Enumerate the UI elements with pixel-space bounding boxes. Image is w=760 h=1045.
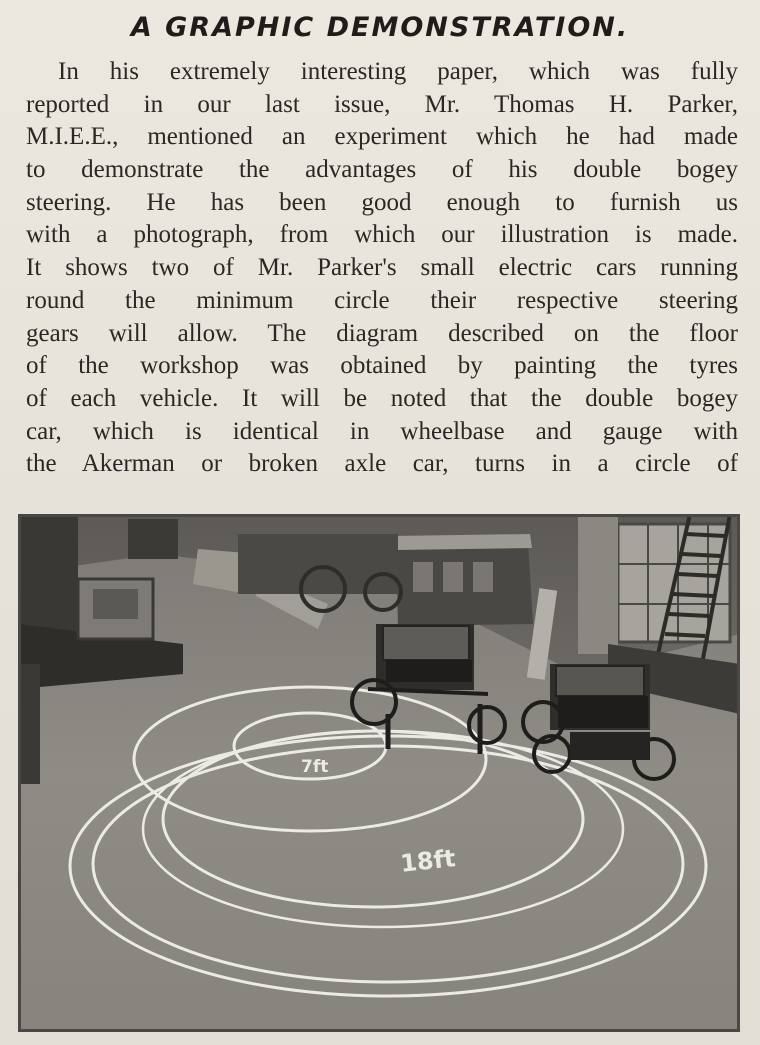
body-line: In his extremely interesting paper, which was fully <box>58 58 738 85</box>
workshop-photograph <box>18 514 740 1032</box>
label-18ft: 18ft <box>398 844 457 878</box>
body-line: of each vehicle. It will be noted that the double bogey <box>26 384 738 412</box>
body-line: with a photograph, from which our illustration is made. <box>26 221 738 249</box>
body-line: reported in our last issue, Mr. Thomas H. Parker, <box>26 90 738 118</box>
body-line: of the workshop was obtained by painting the tyres <box>26 352 738 380</box>
body-line: gears will allow. The diagram described on the floor <box>26 319 738 347</box>
body-line: the Akerman or broken axle car, turns in a circle of <box>26 450 738 478</box>
photo-illustration <box>18 514 740 1032</box>
article-title: A GRAPHIC DEMONSTRATION. <box>130 12 630 43</box>
article-body <box>26 56 738 481</box>
body-line: M.I.E.E., mentioned an experiment which he had made <box>26 123 738 151</box>
body-line: It shows two of Mr. Parker's small electric cars running <box>26 254 738 282</box>
body-line: steering. He has been good enough to furnish us <box>26 188 738 216</box>
body-line: car, which is identical in wheelbase and gauge with <box>26 417 738 445</box>
label-7ft: 7ft <box>301 757 329 777</box>
body-line: round the minimum circle their respective steering <box>26 286 738 314</box>
body-line: to demonstrate the advantages of his double bogey <box>26 156 738 184</box>
